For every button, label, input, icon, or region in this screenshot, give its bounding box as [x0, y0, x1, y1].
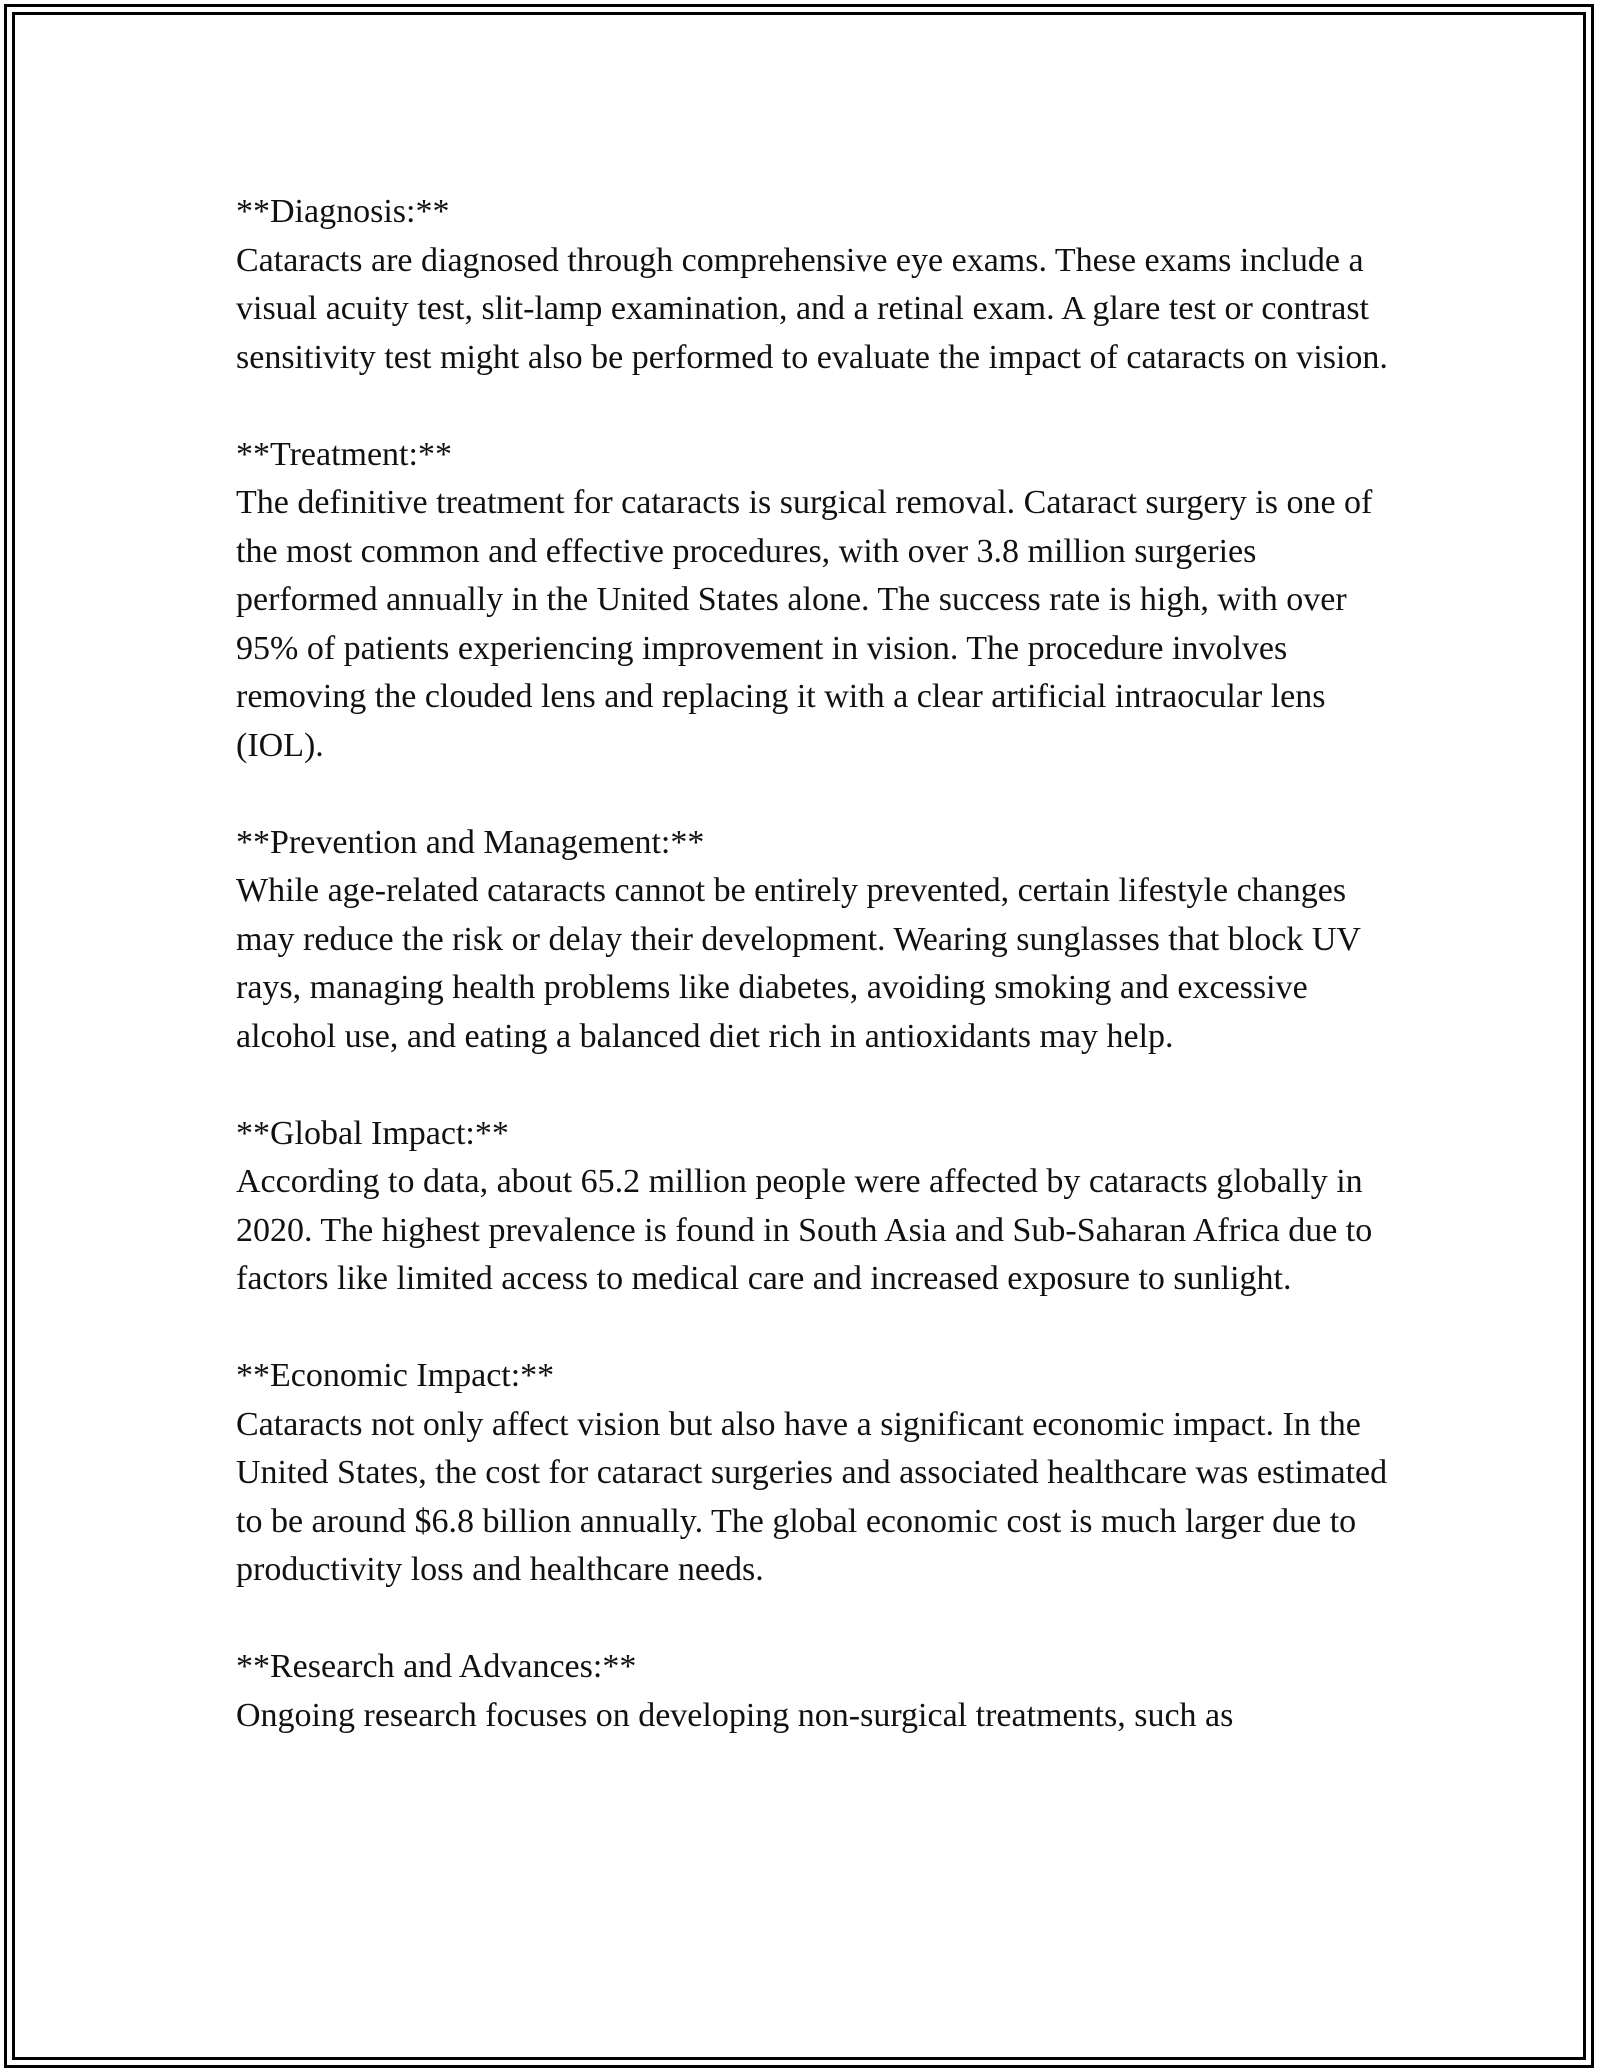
- section-paragraph: The definitive treatment for cataracts is surgical removal. Cataract surgery is one of the most common and effective procedures, with over 3.8 million surgeries performed annually in the United States alone. The success rate is high, with over 95% of patients experiencing improvement in vision. The procedure involves removing the clouded lens and replacing it with a clear artificial intraocular lens (IOL).: [236, 484, 1373, 764]
- section-paragraph: While age-related cataracts cannot be entirely prevented, certain lifestyle changes may reduce the risk or delay their development. Wearing sunglasses that block UV rays, managing health problems like diabetes, avoiding smoking and excessive alcohol use, and eating a balanced diet rich in antioxidants may help.: [236, 872, 1361, 1055]
- section-treatment: [236, 431, 1396, 771]
- section-research: [236, 1643, 1396, 1740]
- section-paragraph: Ongoing research focuses on developing non-surgical treatments, such as: [236, 1696, 1234, 1734]
- section-heading: **Diagnosis:**: [236, 193, 450, 230]
- section-paragraph: Cataracts not only affect vision but also have a significant economic impact. In the United States, the cost for cataract surgeries and associated healthcare was estimated to be around $6.8 billion annually. The global economic cost is much larger due to productivity loss and healthcare needs.: [236, 1405, 1388, 1588]
- section-global-impact: [236, 1110, 1396, 1304]
- section-economic-impact: [236, 1352, 1396, 1595]
- section-heading: **Economic Impact:**: [236, 1357, 555, 1394]
- document-body: [236, 188, 1396, 1789]
- section-heading: **Treatment:**: [236, 435, 452, 473]
- section-heading: **Prevention and Management:**: [236, 823, 705, 861]
- section-paragraph: According to data, about 65.2 million people were affected by cataracts globally in 2020. The highest prevalence is found in South Asia and Sub-Saharan Africa due to factors like limited access to medical care and increased exposure to sunlight.: [236, 1163, 1373, 1297]
- section-diagnosis: [236, 188, 1396, 382]
- section-heading: **Research and Advances:**: [236, 1648, 637, 1685]
- section-prevention: [236, 819, 1396, 1062]
- section-paragraph: Cataracts are diagnosed through comprehensive eye exams. These exams include a visual acuity test, slit-lamp examination, and a retinal exam. A glare test or contrast sensitivity test might also be performed to evaluate the impact of cataracts on vision.: [236, 241, 1388, 376]
- section-heading: **Global Impact:**: [236, 1114, 509, 1152]
